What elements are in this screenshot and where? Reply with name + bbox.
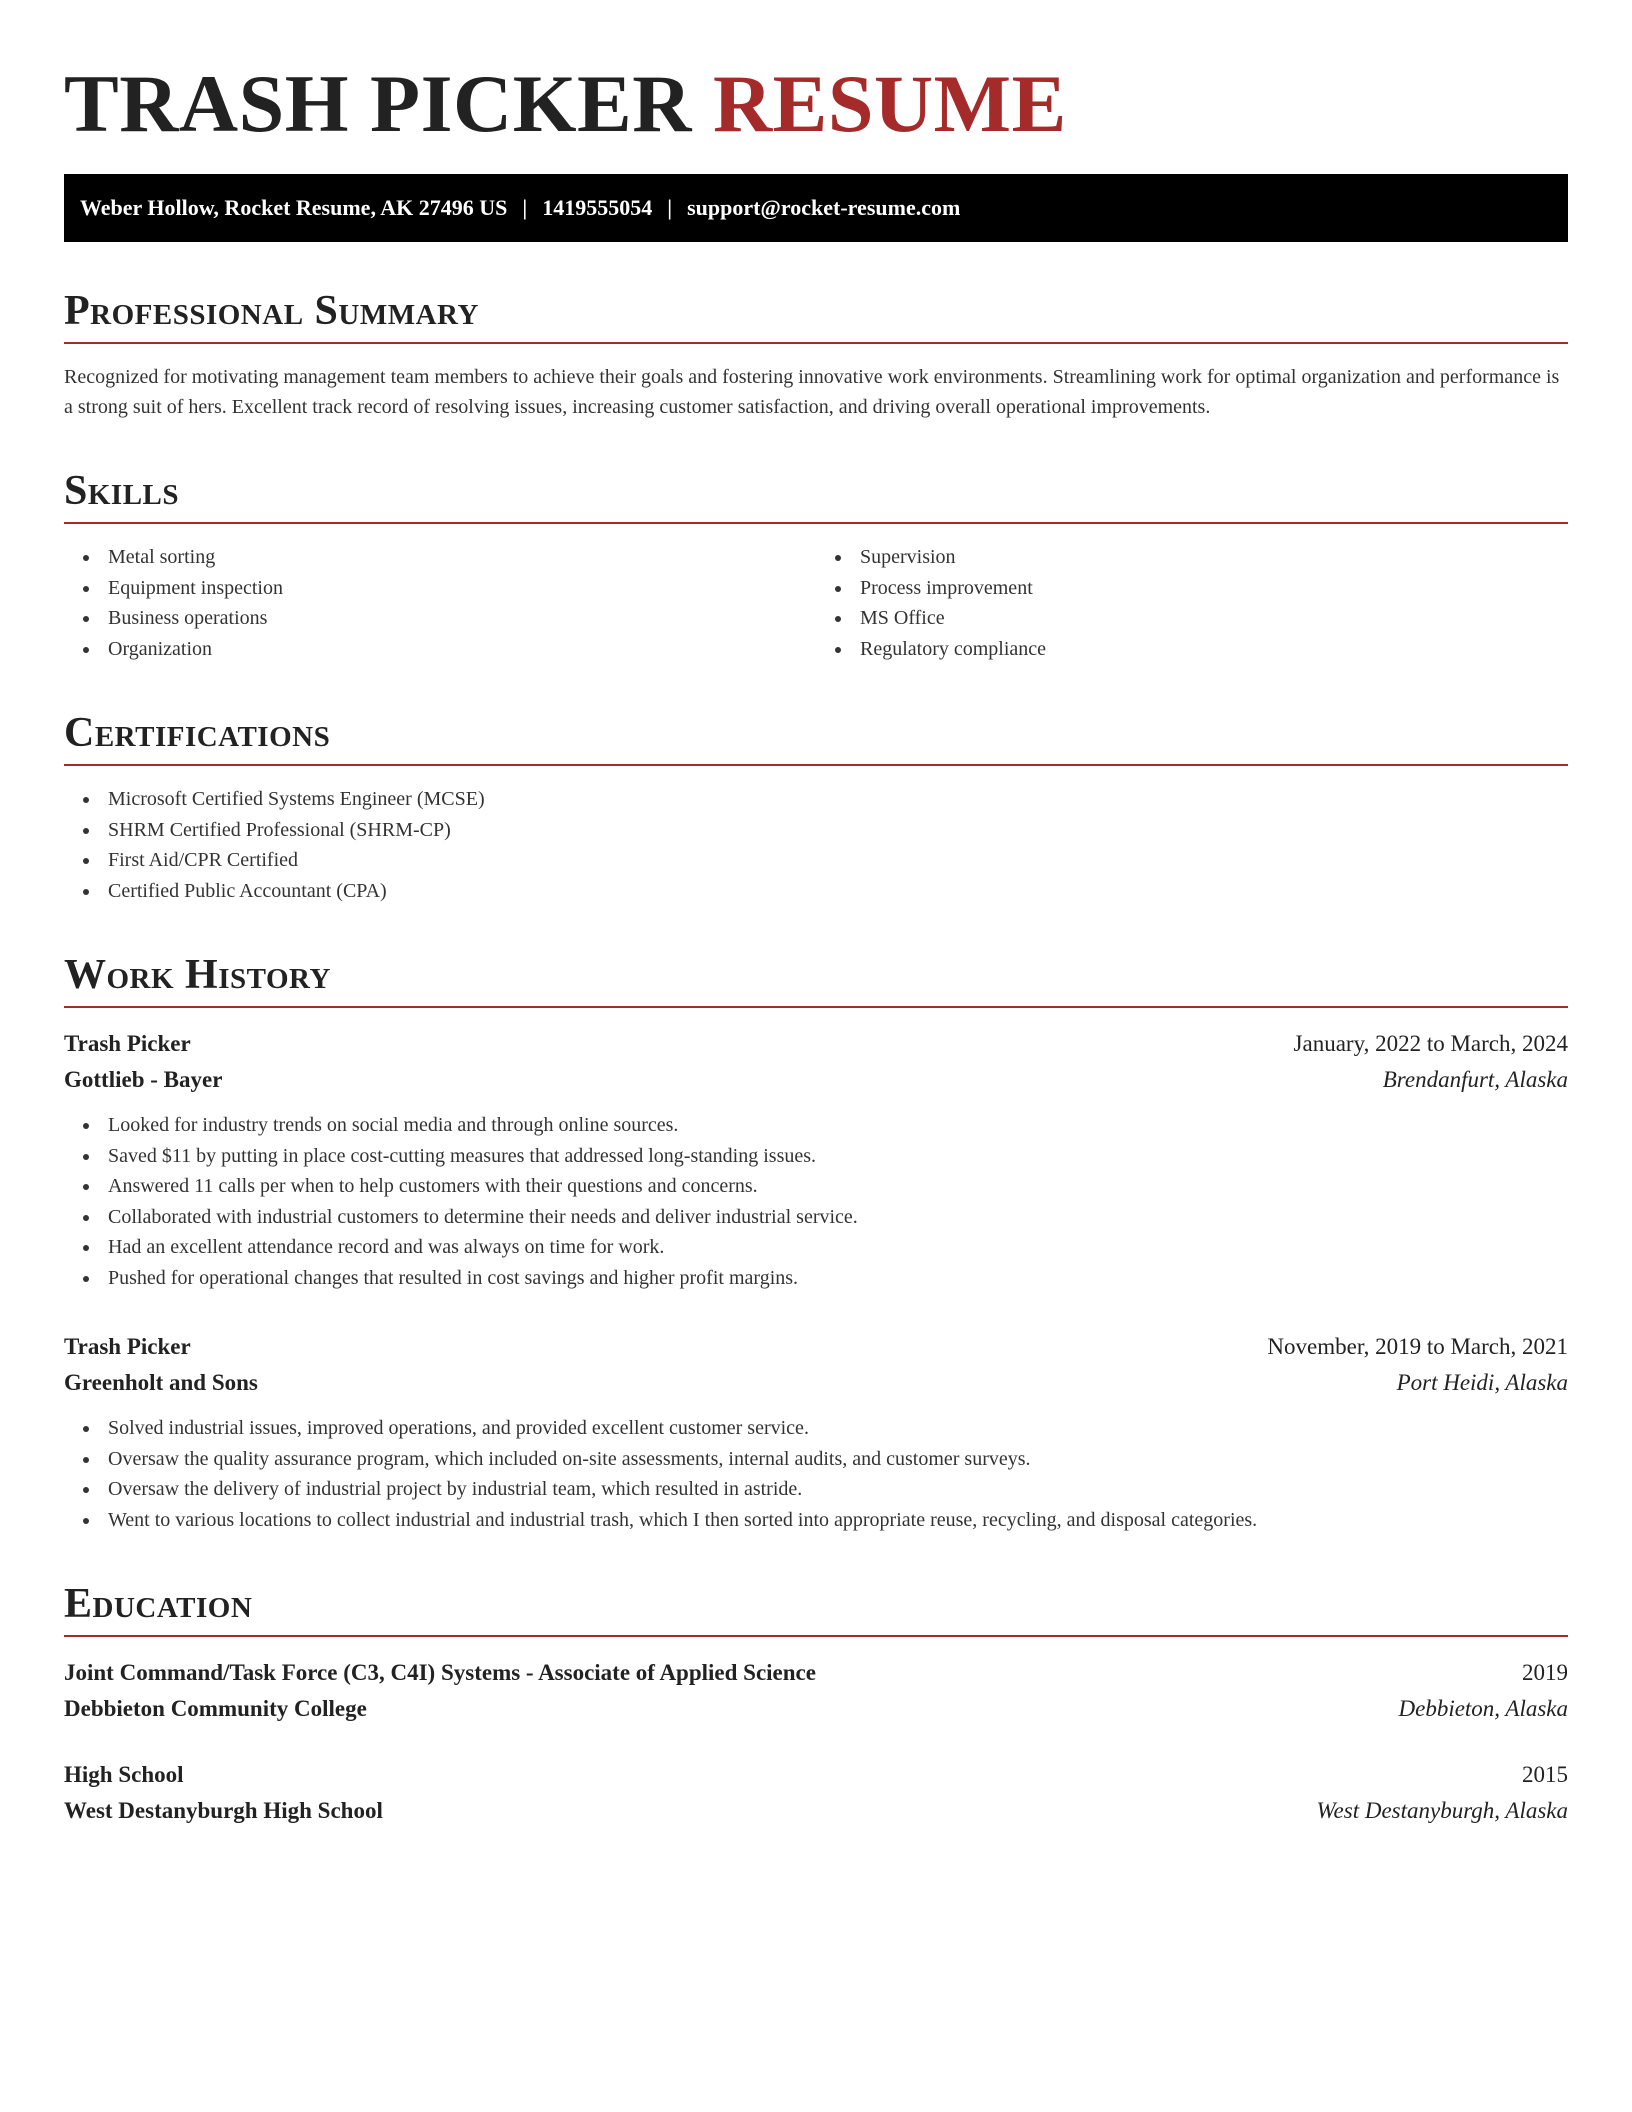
education-school-row bbox=[64, 1793, 1568, 1829]
job-duties-list bbox=[64, 1413, 1568, 1535]
title-role: TRASH PICKER bbox=[64, 58, 692, 149]
education-location: West Destanyburgh, Alaska bbox=[1316, 1798, 1568, 1823]
education-year: 2015 bbox=[1522, 1762, 1568, 1787]
job-company: Gottlieb - Bayer bbox=[64, 1067, 223, 1092]
certification-item: Microsoft Certified Systems Engineer (MCSE) bbox=[108, 784, 1568, 815]
job-duty: Saved $11 by putting in place cost-cutting measures that addressed long-standing issues. bbox=[108, 1141, 1568, 1172]
contact-separator: | bbox=[522, 195, 528, 220]
job-company-row bbox=[64, 1365, 1568, 1401]
section-heading: Certifications bbox=[64, 710, 331, 756]
skill-item: Equipment inspection bbox=[108, 573, 816, 604]
job-entry bbox=[64, 1026, 1568, 1293]
job-duty: Answered 11 calls per when to help customers with their questions and concerns. bbox=[108, 1171, 1568, 1202]
job-duty: Pushed for operational changes that resulted in cost savings and higher profit margins. bbox=[108, 1263, 1568, 1294]
certifications-section bbox=[64, 708, 1568, 906]
summary-section bbox=[64, 286, 1568, 422]
title-resume-word: RESUME bbox=[712, 58, 1067, 149]
skills-section bbox=[64, 466, 1568, 664]
section-divider bbox=[64, 764, 1568, 766]
skill-item: Organization bbox=[108, 634, 816, 665]
education-degree: High School bbox=[64, 1762, 184, 1787]
contact-email: support@rocket-resume.com bbox=[687, 195, 961, 220]
education-degree: Joint Command/Task Force (C3, C4I) Systems - Associate of Applied Science bbox=[64, 1660, 816, 1685]
education-entry bbox=[64, 1655, 1568, 1727]
job-location: Brendanfurt, Alaska bbox=[1382, 1067, 1568, 1092]
skill-item: Process improvement bbox=[860, 573, 1568, 604]
job-header-row bbox=[64, 1026, 1568, 1062]
skills-list-left bbox=[64, 542, 816, 664]
job-duty: Collaborated with industrial customers to determine their needs and deliver industrial service. bbox=[108, 1202, 1568, 1233]
contact-address: Weber Hollow, Rocket Resume, AK 27496 US bbox=[80, 195, 508, 220]
skills-list-right bbox=[816, 542, 1568, 664]
education-school: West Destanyburgh High School bbox=[64, 1798, 383, 1823]
certifications-list bbox=[64, 784, 1568, 906]
section-heading: Education bbox=[64, 1581, 253, 1627]
job-location: Port Heidi, Alaska bbox=[1396, 1370, 1568, 1395]
skill-item: Regulatory compliance bbox=[860, 634, 1568, 665]
certification-item: Certified Public Accountant (CPA) bbox=[108, 876, 1568, 907]
skills-column-right bbox=[816, 542, 1568, 664]
skills-column-left bbox=[64, 542, 816, 664]
education-school-row bbox=[64, 1691, 1568, 1727]
job-duty: Had an excellent attendance record and was always on time for work. bbox=[108, 1232, 1568, 1263]
job-duty: Solved industrial issues, improved operations, and provided excellent customer service. bbox=[108, 1413, 1568, 1444]
education-entry bbox=[64, 1757, 1568, 1829]
job-header-row bbox=[64, 1329, 1568, 1365]
job-entry bbox=[64, 1329, 1568, 1535]
job-dates: January, 2022 to March, 2024 bbox=[1293, 1031, 1568, 1056]
skills-grid bbox=[64, 542, 1568, 664]
job-dates: November, 2019 to March, 2021 bbox=[1267, 1334, 1568, 1359]
job-duty: Went to various locations to collect industrial and industrial trash, which I then sorted into appropriate reuse, recycling, and disposal categories. bbox=[108, 1505, 1568, 1536]
section-heading: Professional Summary bbox=[64, 288, 479, 334]
section-divider bbox=[64, 522, 1568, 524]
education-degree-row bbox=[64, 1655, 1568, 1691]
skill-item: Business operations bbox=[108, 603, 816, 634]
section-divider bbox=[64, 1006, 1568, 1008]
section-heading: Skills bbox=[64, 468, 180, 514]
education-school: Debbieton Community College bbox=[64, 1696, 367, 1721]
contact-separator: | bbox=[667, 195, 673, 220]
certification-item: First Aid/CPR Certified bbox=[108, 845, 1568, 876]
resume-title bbox=[64, 58, 1568, 150]
job-duty: Oversaw the quality assurance program, which included on-site assessments, internal audits, and customer surveys. bbox=[108, 1444, 1568, 1475]
job-company-row bbox=[64, 1062, 1568, 1098]
skill-item: Supervision bbox=[860, 542, 1568, 573]
job-duty: Oversaw the delivery of industrial project by industrial team, which resulted in astride. bbox=[108, 1474, 1568, 1505]
education-location: Debbieton, Alaska bbox=[1398, 1696, 1568, 1721]
certification-item: SHRM Certified Professional (SHRM-CP) bbox=[108, 815, 1568, 846]
education-degree-row bbox=[64, 1757, 1568, 1793]
job-company: Greenholt and Sons bbox=[64, 1370, 258, 1395]
skill-item: MS Office bbox=[860, 603, 1568, 634]
job-duties-list bbox=[64, 1110, 1568, 1293]
section-divider bbox=[64, 342, 1568, 344]
section-heading: Work History bbox=[64, 952, 331, 998]
work-history-section bbox=[64, 950, 1568, 1535]
job-title: Trash Picker bbox=[64, 1334, 191, 1359]
education-section bbox=[64, 1579, 1568, 1829]
job-title: Trash Picker bbox=[64, 1031, 191, 1056]
contact-bar bbox=[64, 174, 1568, 242]
skill-item: Metal sorting bbox=[108, 542, 816, 573]
job-duty: Looked for industry trends on social media and through online sources. bbox=[108, 1110, 1568, 1141]
education-year: 2019 bbox=[1522, 1660, 1568, 1685]
contact-phone: 1419555054 bbox=[542, 195, 653, 220]
section-divider bbox=[64, 1635, 1568, 1637]
summary-text: Recognized for motivating management team members to achieve their goals and fostering innovative work environments. Streamlining work for optimal organization and performance is a strong suit of hers. Excellent track record of resolving issues, increasing customer satisfaction, and driving overall operational improvements. bbox=[64, 366, 1560, 418]
